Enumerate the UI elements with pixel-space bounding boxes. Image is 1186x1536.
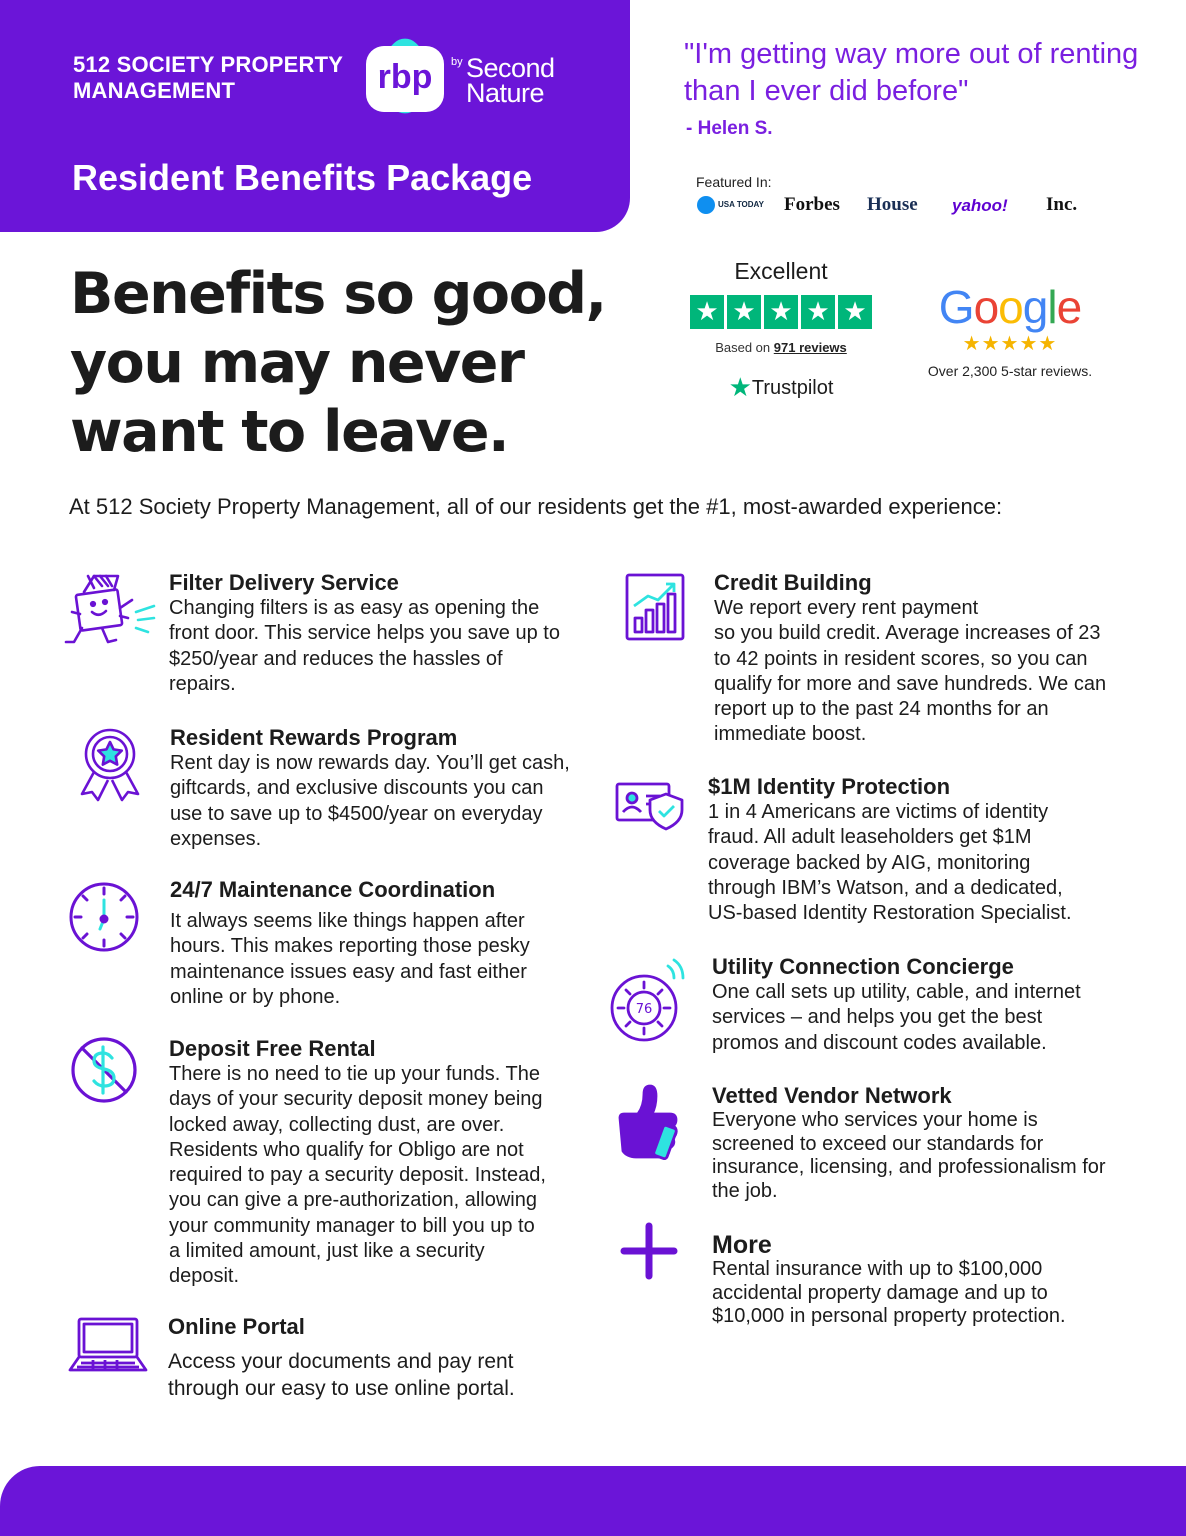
- benefit-title: $1M Identity Protection: [708, 774, 951, 799]
- company-name: 512 SOCIETY PROPERTY MANAGEMENT: [73, 52, 343, 103]
- benefit-line: Rent day is now rewards day. You’ll get cash,: [170, 752, 570, 774]
- second-nature-line1: Second: [466, 53, 555, 83]
- headline-line-3: want to leave.: [70, 399, 509, 465]
- clock-icon: [67, 880, 141, 954]
- google-letter: e: [1056, 281, 1082, 333]
- google-letter: l: [1047, 281, 1057, 333]
- benefit-line: use to save up to $4500/year on everyday: [170, 802, 543, 825]
- benefit-line: It always seems like things happen after: [170, 910, 525, 932]
- testimonial-author: - Helen S.: [686, 118, 773, 139]
- credit-chart-icon: [624, 572, 686, 642]
- benefit-line: to 42 points in resident scores, so you can: [714, 647, 1088, 670]
- google-stars: ★★★★★: [962, 331, 1058, 355]
- benefit-line: repairs.: [169, 672, 236, 695]
- benefit-resident-rewards: [170, 725, 615, 852]
- benefit-line: front door. This service helps you save up to: [169, 622, 560, 645]
- benefit-title: Deposit Free Rental: [169, 1036, 376, 1061]
- no-dollar-icon: [70, 1036, 138, 1104]
- logo-tile: [366, 46, 444, 112]
- benefit-line: screened to exceed our standards for: [712, 1132, 1044, 1155]
- benefit-title: Vetted Vendor Network: [712, 1083, 952, 1108]
- trustpilot-rating-label: Excellent: [734, 258, 828, 284]
- star-icon: ★: [727, 295, 761, 329]
- benefit-line: through IBM’s Watson, and a dedicated,: [708, 876, 1063, 899]
- benefit-line: through our easy to use online portal.: [168, 1377, 515, 1400]
- featured-label: Featured In:: [696, 174, 772, 190]
- benefit-identity-protection: [708, 774, 1158, 926]
- benefit-line: a limited amount, just like a security: [169, 1240, 485, 1263]
- benefit-line: accidental property damage and up to: [712, 1281, 1048, 1304]
- benefit-line: $10,000 in personal property protection.: [712, 1305, 1066, 1327]
- yahoo-logo: yahoo!: [952, 196, 1008, 215]
- testimonial-quote: "I'm getting way more out of renting than I ever did before": [684, 38, 1139, 107]
- usa-today-text: USA TODAY: [718, 200, 764, 209]
- trustpilot-reviews: [690, 340, 872, 355]
- headline: [70, 260, 670, 467]
- benefit-line: services – and helps you get the best: [712, 1006, 1043, 1029]
- benefit-line: $250/year and reduces the hassles of: [169, 647, 503, 670]
- benefit-line: expenses.: [170, 827, 262, 850]
- benefit-title: Resident Rewards Program: [170, 725, 458, 750]
- benefit-line: Residents who qualify for Obligo are not: [169, 1138, 524, 1161]
- benefit-filter-delivery: [169, 570, 609, 697]
- benefit-line: coverage backed by AIG, monitoring: [708, 851, 1031, 874]
- trustpilot-star-icon: ★: [728, 372, 752, 402]
- trustpilot-review-count-link[interactable]: 971 reviews: [773, 340, 847, 355]
- usa-today-logo: [697, 196, 764, 214]
- benefit-credit-building: [714, 570, 1164, 748]
- benefit-deposit-free: [169, 1036, 614, 1290]
- benefit-line: Access your documents and pay rent: [168, 1350, 514, 1373]
- benefit-line: Rental insurance with up to $100,000: [712, 1258, 1043, 1280]
- award-ribbon-icon: [74, 726, 146, 802]
- benefit-vetted-vendors: [712, 1083, 1162, 1203]
- star-icon: ★: [801, 295, 835, 329]
- thumbs-up-icon: [612, 1084, 686, 1162]
- benefit-line: fraud. All adult leaseholders get $1M: [708, 826, 1032, 849]
- headline-line-1: Benefits so good,: [70, 261, 606, 327]
- benefit-title: Filter Delivery Service: [169, 570, 399, 595]
- press-logos: [697, 196, 1097, 220]
- benefit-line: days of your security deposit money being: [169, 1088, 543, 1111]
- benefit-line: you can give a pre-authorization, allowing: [169, 1189, 537, 1212]
- header-banner: [0, 0, 630, 232]
- plus-icon: [620, 1222, 678, 1280]
- benefit-title: Online Portal: [168, 1314, 305, 1339]
- google-review-text: Over 2,300 5-star reviews.: [927, 363, 1093, 379]
- benefit-title: 24/7 Maintenance Coordination: [170, 877, 496, 902]
- benefit-online-portal: [168, 1314, 608, 1402]
- benefit-line: your community manager to bill you up to: [169, 1214, 535, 1237]
- filter-box-icon: [62, 572, 160, 654]
- benefit-line: promos and discount codes available.: [712, 1031, 1047, 1054]
- usa-today-dot-icon: [697, 196, 715, 214]
- trustpilot-based-on: Based on: [715, 340, 771, 355]
- second-nature-line2: Nature: [466, 78, 545, 108]
- benefit-line: We report every rent payment: [714, 597, 979, 619]
- intro-text: At 512 Society Property Management, all of our residents get the #1, most-awarded experience:: [69, 494, 1003, 519]
- benefit-line: Everyone who services your home is: [712, 1109, 1038, 1131]
- benefit-line: deposit.: [169, 1265, 240, 1288]
- benefit-line: required to pay a security deposit. Instead,: [169, 1164, 546, 1187]
- benefit-line: report up to the past 24 months for an: [714, 698, 1049, 721]
- benefit-line: giftcards, and exclusive discounts you can: [170, 777, 544, 800]
- laptop-icon: [67, 1316, 149, 1376]
- package-title: Resident Benefits Package: [72, 157, 533, 198]
- benefit-line: There is no need to tie up your funds. The: [169, 1063, 540, 1085]
- benefit-title: Credit Building: [714, 570, 872, 595]
- second-nature-logo: [466, 53, 555, 108]
- benefit-line: online or by phone.: [170, 985, 341, 1008]
- benefit-line: the job.: [712, 1179, 778, 1202]
- benefit-line: qualify for more and save hundreds. We can: [714, 672, 1107, 695]
- thermostat-icon: [606, 956, 690, 1044]
- trustpilot-brand-text: Trustpilot: [751, 377, 834, 399]
- benefit-utility-concierge: [712, 954, 1162, 1056]
- benefit-maintenance: [170, 877, 610, 1010]
- trustpilot-badge: [690, 258, 872, 403]
- google-letter: o: [973, 281, 999, 333]
- google-logo: [905, 282, 1115, 332]
- thermostat-value: 76: [635, 1002, 653, 1017]
- google-letter: G: [938, 281, 974, 333]
- benefit-more: [712, 1232, 1162, 1329]
- logo-text: rbp: [377, 58, 433, 96]
- benefit-line: maintenance issues easy and fast either: [170, 960, 527, 983]
- footer-band: [0, 1466, 1186, 1536]
- this-old-house-logo: House: [867, 194, 918, 215]
- benefit-line: 1 in 4 Americans are victims of identity: [708, 801, 1049, 823]
- benefit-title: More: [712, 1231, 772, 1259]
- headline-line-2: you may never: [70, 330, 524, 396]
- trustpilot-stars: [690, 295, 872, 329]
- google-reviews-badge: [905, 282, 1115, 379]
- id-shield-icon: [614, 776, 686, 832]
- benefit-line: Changing filters is as easy as opening the: [169, 597, 540, 619]
- benefit-line: US-based Identity Restoration Specialist.: [708, 902, 1072, 925]
- google-letter: g: [1022, 281, 1048, 333]
- inc-logo: Inc.: [1046, 194, 1078, 215]
- trustpilot-logo: [690, 372, 872, 403]
- benefit-line: so you build credit. Average increases of 23: [714, 622, 1101, 645]
- forbes-logo: Forbes: [784, 194, 840, 215]
- by-label: by: [451, 56, 463, 68]
- star-icon: ★: [690, 295, 724, 329]
- benefit-line: One call sets up utility, cable, and internet: [712, 981, 1081, 1003]
- benefit-line: immediate boost.: [714, 723, 867, 746]
- star-icon: ★: [838, 295, 872, 329]
- google-letter: o: [998, 281, 1023, 333]
- benefit-line: hours. This makes reporting those pesky: [170, 935, 530, 958]
- rbp-logo: [356, 38, 454, 116]
- benefit-line: insurance, licensing, and professionalism for: [712, 1156, 1106, 1178]
- star-icon: ★: [764, 295, 798, 329]
- benefit-line: locked away, collecting dust, are over.: [169, 1113, 505, 1136]
- benefit-title: Utility Connection Concierge: [712, 954, 1014, 979]
